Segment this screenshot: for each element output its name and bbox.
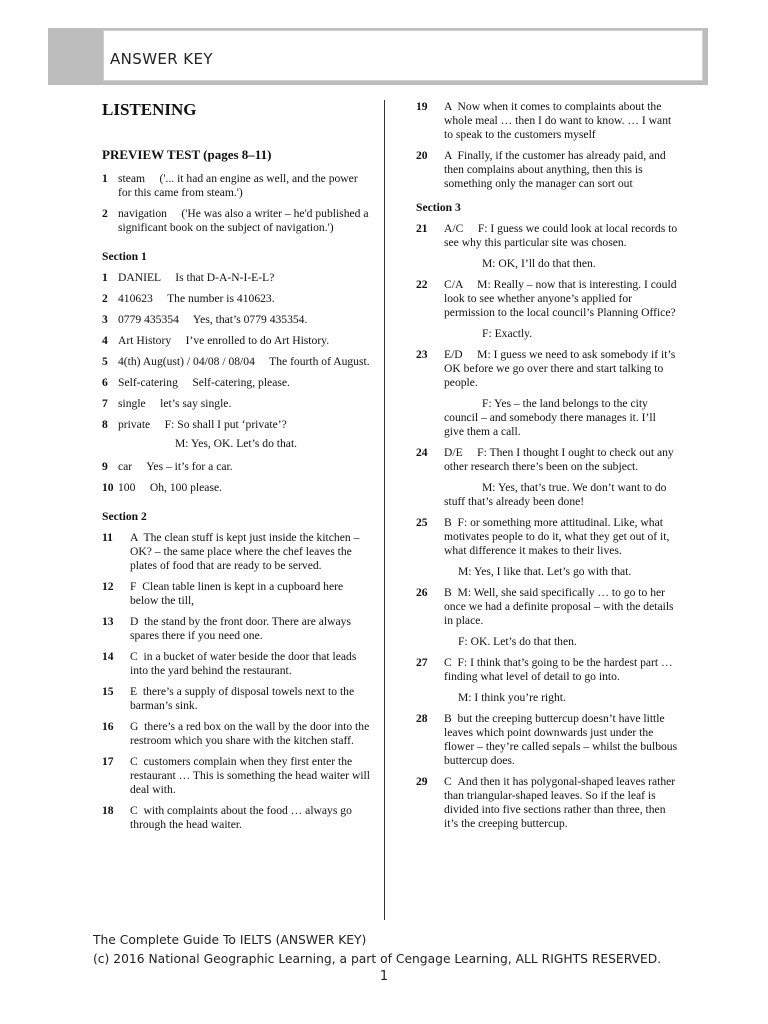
answer-number: 15 [102,685,114,698]
answer-text: 410623 The number is 410623. [118,292,275,305]
answer-item [416,775,678,831]
answer-text: C And then it has polygonal-shaped leaves rather than triangular-shaped leaves. So if the leaf is divided into five sections rather than three, then it’s the creeping buttercup. [444,775,676,830]
answer-number: 10 [102,481,114,494]
answer-text: A The clean stuff is kept just inside the kitchen – OK? – the same place where the chef leaves the plates of food that are ready to be served. [130,531,360,572]
answer-item [102,418,370,432]
answer-text: G there’s a red box on the wall by the door into the restroom which you share with the kitchen staff. [130,720,370,747]
answer-text: DANIEL Is that D-A-N-I-E-L? [118,271,275,284]
answer-number: 27 [416,656,428,669]
answer-text: D the stand by the front door. There are always spares there if you need one. [130,615,351,642]
answer-item [102,355,370,369]
answer-number: 17 [102,755,114,768]
answer-text: steam ('... it had an engine as well, and the power for this came from steam.') [118,172,358,199]
answer-number: 19 [416,100,428,113]
answer-number: 4 [102,334,108,347]
answer-text: B F: or something more attitudinal. Like, what motivates people to do it, what they get out of it, what difference it makes to their lives. [444,516,670,557]
answer-text: Art History I’ve enrolled to do Art History. [118,334,330,347]
answer-item [102,720,370,748]
answer-number: 1 [102,172,108,185]
answer-text: navigation ('He was also a writer – he'd published a significant book on the subject of navigation.') [118,207,369,234]
answer-number: 1 [102,271,108,284]
answer-text: C/A M: Really – now that is interesting. I could look to see whether anyone’s applied for permission to the local council’s Planning Office? [444,278,677,319]
answer-item [102,460,370,474]
answer-item [416,586,678,628]
footer-copyright: (c) 2016 National Geographic Learning, a part of Cengage Learning, ALL RIGHTS RESERVED. [93,952,662,966]
answer-item [102,615,370,643]
answer-number: 12 [102,580,114,593]
answer-number: 14 [102,650,114,663]
answer-item [102,481,370,495]
answer-number: 6 [102,376,108,389]
section1-heading: Section 1 [102,250,147,263]
footer-title: The Complete Guide To IELTS (ANSWER KEY) [93,933,367,947]
answer-number: 25 [416,516,428,529]
answer-number: 11 [102,531,113,544]
answer-item [102,313,370,327]
answer-number: 5 [102,355,108,368]
answer-item [102,397,370,411]
section3-heading: Section 3 [416,201,461,214]
answer-item [102,580,370,608]
answer-number: 28 [416,712,428,725]
answer-continuation: F: OK. Let’s do that then. [458,635,577,648]
answer-text: A/C F: I guess we could look at local records to see why this particular site was chosen. [444,222,678,249]
column-divider [384,100,385,920]
footer [93,931,661,969]
right-column [416,100,678,838]
answer-continuation: M: Yes, I like that. Let’s go with that. [458,565,632,578]
answer-item [416,348,678,390]
answer-item [416,278,678,320]
answer-item [102,755,370,797]
answer-continuation: F: Exactly. [482,327,533,340]
answer-continuation: M: Yes, OK. Let’s do that. [175,437,298,450]
answer-number: 2 [102,292,108,305]
answer-number: 16 [102,720,114,733]
preview-title: PREVIEW TEST (pages 8–11) [102,147,272,162]
answer-text: single let’s say single. [118,397,232,410]
answer-number: 21 [416,222,428,235]
answer-number: 22 [416,278,428,291]
answer-number: 9 [102,460,108,473]
answer-continuation: M: I think you’re right. [458,691,566,704]
section2-heading: Section 2 [102,510,147,523]
answer-item [102,292,370,306]
section-title: LISTENING [102,100,197,119]
answer-item [102,685,370,713]
left-column [102,100,370,839]
answer-text: C with complaints about the food … always go through the head waiter. [130,804,352,831]
answer-text: E there’s a supply of disposal towels next to the barman’s sink. [130,685,355,712]
answer-item [102,376,370,390]
answer-number: 29 [416,775,428,788]
answer-item [102,650,370,678]
answer-item [416,656,678,684]
answer-text: car Yes – it’s for a car. [118,460,233,473]
answer-text: E/D M: I guess we need to ask somebody if it’s OK before we go over there and start talking to people. [444,348,676,389]
answer-number: 3 [102,313,108,326]
answer-text: 100 Oh, 100 please. [118,481,223,494]
answer-item [102,172,370,200]
answer-text: 4(th) Aug(ust) / 04/08 / 08/04 The fourth of August. [118,355,370,368]
answer-number: 23 [416,348,428,361]
answer-number: 26 [416,586,428,599]
answer-continuation: F: Yes – the land belongs to the city council – and somebody there manages it. I’ll give them a call. [444,397,656,438]
answer-item [416,222,678,250]
answer-item [102,334,370,348]
answer-number: 8 [102,418,108,431]
answer-item [416,100,678,142]
answer-text: 0779 435354 Yes, that’s 0779 435354. [118,313,308,326]
header-title: ANSWER KEY [110,50,213,68]
answer-text: A Finally, if the customer has already paid, and then complains about anything, then this is something only the manager can sort out [444,149,666,190]
answer-number: 24 [416,446,428,459]
answer-item [416,712,678,768]
answer-text: B but the creeping buttercup doesn’t have little leaves which point downwards just under the flower – they’re called sepals – whilst the bulbous buttercup does. [444,712,678,767]
answer-item [102,804,370,832]
answer-text: private F: So shall I put ‘private’? [118,418,287,431]
answer-number: 18 [102,804,114,817]
answer-text: D/E F: Then I thought I ought to check out any other research there’s been on the subject. [444,446,674,473]
answer-item [102,531,370,573]
page-number: 1 [379,969,389,984]
answer-text: C in a bucket of water beside the door that leads into the yard behind the restaurant. [130,650,357,677]
answer-number: 7 [102,397,108,410]
answer-text: Self-catering Self-catering, please. [118,376,290,389]
answer-continuation: M: OK, I’ll do that then. [482,257,596,270]
answer-text: C F: I think that’s going to be the hardest part … finding what level of detail to go into. [444,656,673,683]
answer-item [102,271,370,285]
answer-text: C customers complain when they first enter the restaurant … This is something the head waiter will deal with. [130,755,370,796]
answer-item [416,446,678,474]
answer-item [102,207,370,235]
answer-number: 2 [102,207,108,220]
answer-item [416,149,678,191]
answer-text: B M: Well, she said specifically … to go to her once we had a definite proposal – with the details in place. [444,586,674,627]
answer-number: 13 [102,615,114,628]
answer-continuation: M: Yes, that’s true. We don’t want to do stuff that’s already been done! [444,481,667,508]
answer-text: A Now when it comes to complaints about the whole meal … then I do want to know. … I want to speak to the customers myself [444,100,672,141]
answer-item [416,516,678,558]
answer-number: 20 [416,149,428,162]
answer-text: F Clean table linen is kept in a cupboard here below the till, [130,580,344,607]
